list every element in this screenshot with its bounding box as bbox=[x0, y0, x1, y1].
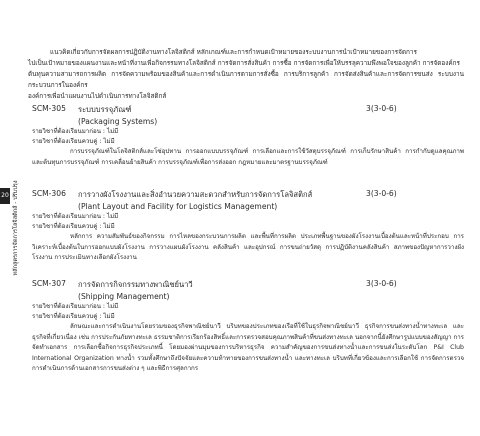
course-credits: 3(3-0-6) bbox=[366, 279, 397, 288]
course-name-th: ระบบบรรจุภัณฑ์ bbox=[78, 105, 132, 114]
course-credits: 3(3-0-6) bbox=[366, 189, 397, 198]
course-description-text: หลักการ ความสัมพันธ์ของกิจกรรม การไหลของกระบวนการผลิต และพื้นที่การผลิต ประเภทพื้นฐานของผังโรงงานเบื้องต้นและหน้าที่ประกอบ การวิเคราะห์เบื้องต้นในการออกแบบผังโรงงาน การวางแผนผังโรงงาน คลังสินค้า และอุปกรณ์ การขนถ่ายวัสดุ การปฏิบัติงานคลังสินค้า สภาพของปัญหาการวางผังโรงงาน การประเมินทางเลือกผังโรงงาน bbox=[32, 233, 464, 261]
intro-line: แนวคิดเกี่ยวกับการจัดผลการปฏิบัติงานทางโลจิสติกส์ หลักเกณฑ์และการกำหนดเป้าหมายของระบบงานการนำเป้าหมายของการจัดการ bbox=[50, 48, 417, 56]
course-corequisite: รายวิชาที่ต้องเรียนควบคู่ : ไม่มี bbox=[32, 313, 115, 320]
course-prerequisite: รายวิชาที่ต้องเรียนมาก่อน : ไม่มี bbox=[32, 303, 119, 310]
course-code: SCM-307 bbox=[32, 279, 66, 288]
course-description-text: ลักษณะและการดำเนินงานโดยรวมของธุรกิจพาณิชย์นาวี บริบทของประเภทของเรือที่ใช้ในธุรกิจพาณิชย์นาวี ธุรกิจการขนส่งทางน้ำทางทะเล และธุรกิจที่เกี่ยวเนื่อง เช่น การประกันภัยทางทะเล ธรรมชาติการเรียกร้องสิทธิ์และการตรวจสอบคุณภาพสินค้าที่ขนส่งทางทะเล นอกจากนี้ยังศึกษารูปแบบของสัญญา การจัดทำเอกสาร การเลือกซื้อกิจการธุรกิจประเภทนี้ โดยมองผ่านมุมของการบริหารธุรกิจ ความสำคัญของการขนส่งทางน้ำและการขนส่งในระดับโลก P&I Club International Organization ทางน้ำ รวมทั้งศึกษาถึงปัจจัยและความท้าทายของการขนส่งทางน้ำ และทางทะเล บริบทที่เกี่ยวข้องและการเลือกใช้ การจัดการตรวจ การดำเนินการด้านเอกสารการขนส่งต่าง ๆ และพิธีการศุลกากร bbox=[32, 323, 464, 372]
intro-line: ต้นทุนความสามารถการผลิต การจัดความพร้อมของสินค้าและการดำเนินการตามการสั่งซื้อ การบริการลูกค้า การจัดส่งสินค้าและการจัดการขนส่ง ระบบงานกระบวนการในองค์กร bbox=[28, 70, 464, 89]
course-code: SCM-305 bbox=[32, 104, 66, 113]
course-heading bbox=[28, 279, 464, 291]
course-block bbox=[28, 104, 464, 168]
intro-line: องค์การเพื่อนำแผนงานไปดำเนินการทางโลจิสติกส์ bbox=[28, 92, 167, 100]
course-description bbox=[32, 147, 464, 168]
course-description-text: การบรรจุภัณฑ์ในโลจิสติกส์และโซ่อุปทาน การออกแบบบรรจุภัณฑ์ การเลือกและการใช้วัสดุบรรจุภัณฑ์ การเก็บรักษาสินค้า การกำกับดูแลคุณภาพ และต้นทุนการบรรจุภัณฑ์ การเคลื่อนย้ายสินค้า การบรรจุภัณฑ์เพื่อการส่งออก กฎหมายและมาตรฐานบรรจุภัณฑ์ bbox=[32, 148, 464, 166]
course-description bbox=[32, 232, 464, 264]
side-label: หลักสูตรการจัดการโลจิสติกส์ - ปรับปรุง bbox=[13, 180, 19, 276]
course-block bbox=[28, 189, 464, 264]
course-prerequisite: รายวิชาที่ต้องเรียนมาก่อน : ไม่มี bbox=[32, 213, 119, 220]
course-name-en: (Packaging Systems) bbox=[78, 117, 158, 126]
side-running-header bbox=[11, 180, 21, 276]
course-corequisite: รายวิชาที่ต้องเรียนควบคู่ : ไม่มี bbox=[32, 138, 115, 145]
course-description bbox=[32, 322, 464, 375]
course-code: SCM-306 bbox=[32, 189, 66, 198]
course-credits: 3(3-0-6) bbox=[366, 104, 397, 113]
course-name-en: (Shipping Management) bbox=[78, 292, 170, 301]
course-name-en: (Plant Layout and Facility for Logistics Management) bbox=[78, 202, 278, 211]
course-heading bbox=[28, 189, 464, 201]
course-prerequisite: รายวิชาที่ต้องเรียนมาก่อน : ไม่มี bbox=[32, 128, 119, 135]
course-corequisite: รายวิชาที่ต้องเรียนควบคู่ : ไม่มี bbox=[32, 223, 115, 230]
course-name-th: การจัดการกิจกรรมทางพาณิชย์นาวี bbox=[78, 280, 193, 289]
course-heading bbox=[28, 104, 464, 116]
page-number-tab: 20 bbox=[0, 188, 10, 204]
course-name-th: การวางผังโรงงานและสิ่งอำนวยความสะดวกสำหรับการจัดการโลจิสติกส์ bbox=[78, 190, 313, 199]
intro-line: ไปเป็นเป้าหมายของแผนงานและหน้าที่งานเพื่อกิจกรรมทางโลจิสติกส์ การจัดการสั่งสินค้า การซื้อ การจัดการเพื่อให้บรรลุความพึงพอใจของลูกค้า การจัดองค์กร bbox=[28, 59, 460, 67]
course-block bbox=[28, 279, 464, 375]
intro-paragraph bbox=[28, 47, 464, 102]
